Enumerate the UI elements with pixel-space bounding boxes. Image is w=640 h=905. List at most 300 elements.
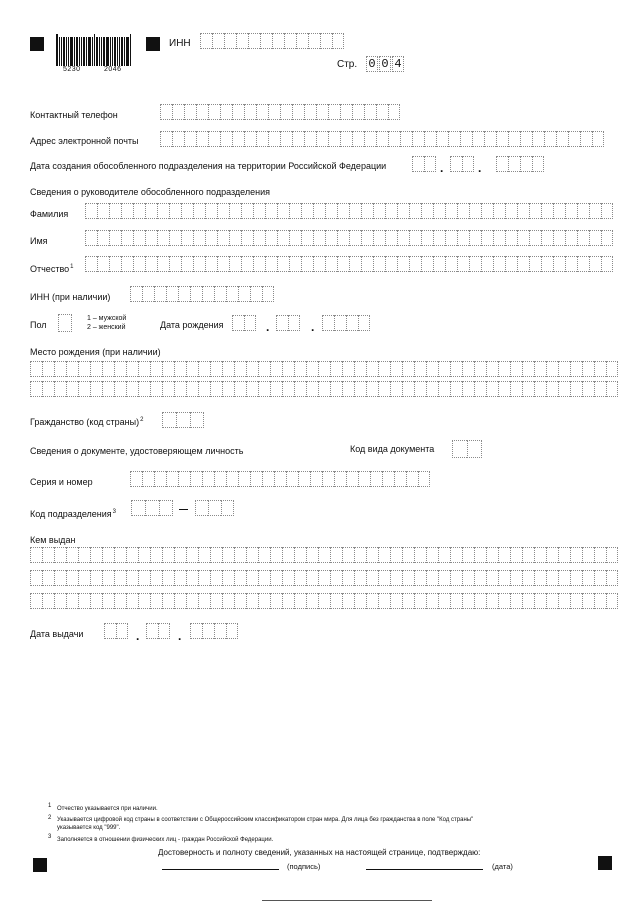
doc-type-code-cells[interactable]	[452, 440, 482, 458]
input-cell[interactable]	[364, 131, 376, 147]
input-cell[interactable]	[580, 131, 592, 147]
input-cell[interactable]	[222, 547, 234, 563]
input-cell[interactable]	[330, 361, 342, 377]
input-cell[interactable]	[390, 593, 402, 609]
input-cell[interactable]	[270, 547, 282, 563]
input-cell[interactable]	[342, 593, 354, 609]
input-cell[interactable]	[462, 593, 474, 609]
input-cell[interactable]	[30, 593, 42, 609]
input-cell[interactable]	[241, 203, 253, 219]
input-cell[interactable]	[378, 547, 390, 563]
input-cell[interactable]	[130, 471, 142, 487]
input-cell[interactable]	[522, 361, 534, 377]
input-cell[interactable]	[318, 381, 330, 397]
input-cell[interactable]	[601, 203, 613, 219]
input-cell[interactable]	[589, 256, 601, 272]
input-cell[interactable]	[198, 361, 210, 377]
input-cell[interactable]	[42, 361, 54, 377]
input-cell[interactable]	[358, 471, 370, 487]
issued-by-row-2[interactable]	[30, 570, 618, 586]
input-cell[interactable]	[54, 570, 66, 586]
input-cell[interactable]	[402, 570, 414, 586]
input-cell[interactable]	[522, 547, 534, 563]
input-cell[interactable]	[301, 256, 313, 272]
input-cell[interactable]	[594, 570, 606, 586]
input-cell[interactable]	[268, 131, 280, 147]
input-cell[interactable]	[210, 381, 222, 397]
input-cell[interactable]	[546, 547, 558, 563]
input-cell[interactable]	[510, 593, 522, 609]
input-cell[interactable]	[109, 230, 121, 246]
input-cell[interactable]	[330, 547, 342, 563]
input-cell[interactable]	[54, 361, 66, 377]
input-cell[interactable]	[358, 315, 370, 331]
input-cell[interactable]	[30, 381, 42, 397]
input-cell[interactable]	[238, 471, 250, 487]
input-cell[interactable]	[178, 471, 190, 487]
input-cell[interactable]	[220, 104, 232, 120]
input-cell[interactable]	[186, 361, 198, 377]
input-cell[interactable]	[426, 547, 438, 563]
input-cell[interactable]	[589, 230, 601, 246]
input-cell[interactable]	[200, 33, 212, 49]
input-cell[interactable]	[493, 230, 505, 246]
input-cell[interactable]	[265, 203, 277, 219]
input-cell[interactable]	[146, 623, 158, 639]
issued-by-row-3[interactable]	[30, 593, 618, 609]
input-cell[interactable]	[97, 230, 109, 246]
input-cell[interactable]	[385, 230, 397, 246]
input-cell[interactable]	[414, 381, 426, 397]
input-cell[interactable]	[202, 286, 214, 302]
input-cell[interactable]	[126, 381, 138, 397]
input-cell[interactable]	[193, 256, 205, 272]
input-cell[interactable]	[174, 381, 186, 397]
input-cell[interactable]	[208, 500, 221, 516]
input-cell[interactable]	[234, 570, 246, 586]
input-cell[interactable]	[498, 570, 510, 586]
input-cell[interactable]	[126, 593, 138, 609]
input-cell[interactable]	[176, 412, 190, 428]
input-cell[interactable]	[306, 547, 318, 563]
input-cell[interactable]	[520, 156, 532, 172]
input-cell[interactable]	[126, 361, 138, 377]
input-cell[interactable]	[342, 570, 354, 586]
patronymic-cells[interactable]	[85, 256, 613, 272]
input-cell[interactable]	[190, 623, 202, 639]
surname-cells[interactable]	[85, 203, 613, 219]
input-cell[interactable]	[184, 131, 196, 147]
input-cell[interactable]	[85, 230, 97, 246]
input-cell[interactable]	[109, 256, 121, 272]
input-cell[interactable]	[390, 547, 402, 563]
input-cell[interactable]	[534, 381, 546, 397]
input-cell[interactable]	[172, 104, 184, 120]
input-cell[interactable]	[306, 570, 318, 586]
input-cell[interactable]	[373, 256, 385, 272]
input-cell[interactable]	[424, 131, 436, 147]
input-cell[interactable]	[198, 570, 210, 586]
input-cell[interactable]	[354, 381, 366, 397]
input-cell[interactable]	[66, 570, 78, 586]
input-cell[interactable]	[606, 361, 618, 377]
input-cell[interactable]	[546, 593, 558, 609]
input-cell[interactable]	[246, 570, 258, 586]
input-cell[interactable]	[160, 131, 172, 147]
input-cell[interactable]	[467, 440, 482, 458]
input-cell[interactable]	[174, 593, 186, 609]
input-cell[interactable]	[570, 593, 582, 609]
input-cell[interactable]	[256, 104, 268, 120]
input-cell[interactable]	[186, 547, 198, 563]
input-cell[interactable]	[532, 131, 544, 147]
input-cell[interactable]	[284, 33, 296, 49]
input-cell[interactable]	[250, 471, 262, 487]
input-cell[interactable]	[457, 230, 469, 246]
input-cell[interactable]	[582, 361, 594, 377]
input-cell[interactable]	[310, 471, 322, 487]
input-cell[interactable]	[212, 33, 224, 49]
input-cell[interactable]	[162, 547, 174, 563]
input-cell[interactable]	[260, 33, 272, 49]
input-cell[interactable]	[438, 593, 450, 609]
input-cell[interactable]	[150, 361, 162, 377]
input-cell[interactable]	[450, 547, 462, 563]
sex-cell[interactable]	[58, 314, 72, 332]
input-cell[interactable]	[157, 203, 169, 219]
input-cell[interactable]	[349, 256, 361, 272]
input-cell[interactable]	[469, 256, 481, 272]
input-cell[interactable]	[382, 471, 394, 487]
input-cell[interactable]	[426, 381, 438, 397]
input-cell[interactable]	[577, 203, 589, 219]
input-cell[interactable]	[418, 471, 430, 487]
input-cell[interactable]	[236, 33, 248, 49]
date-line[interactable]	[366, 869, 483, 870]
input-cell[interactable]	[378, 570, 390, 586]
input-cell[interactable]	[409, 203, 421, 219]
issue-day-cells[interactable]	[104, 623, 128, 639]
input-cell[interactable]	[234, 381, 246, 397]
input-cell[interactable]	[496, 131, 508, 147]
input-cell[interactable]	[114, 593, 126, 609]
input-cell[interactable]	[606, 593, 618, 609]
input-cell[interactable]	[469, 203, 481, 219]
input-cell[interactable]	[169, 230, 181, 246]
input-cell[interactable]	[474, 593, 486, 609]
input-cell[interactable]	[222, 381, 234, 397]
input-cell[interactable]	[601, 256, 613, 272]
input-cell[interactable]	[390, 570, 402, 586]
input-cell[interactable]	[258, 570, 270, 586]
input-cell[interactable]	[354, 570, 366, 586]
input-cell[interactable]	[366, 593, 378, 609]
input-cell[interactable]	[190, 412, 204, 428]
input-cell[interactable]	[198, 593, 210, 609]
input-cell[interactable]	[186, 593, 198, 609]
input-cell[interactable]	[486, 593, 498, 609]
input-cell[interactable]	[337, 256, 349, 272]
input-cell[interactable]	[450, 593, 462, 609]
input-cell[interactable]	[304, 104, 316, 120]
input-cell[interactable]	[114, 570, 126, 586]
input-cell[interactable]	[402, 361, 414, 377]
input-cell[interactable]	[556, 131, 568, 147]
input-cell[interactable]	[397, 230, 409, 246]
input-cell[interactable]	[558, 547, 570, 563]
input-cell[interactable]	[570, 547, 582, 563]
input-cell[interactable]	[433, 256, 445, 272]
input-cell[interactable]	[414, 547, 426, 563]
input-cell[interactable]	[66, 593, 78, 609]
input-cell[interactable]	[325, 230, 337, 246]
input-cell[interactable]	[78, 361, 90, 377]
input-cell[interactable]	[162, 570, 174, 586]
input-cell[interactable]	[308, 33, 320, 49]
input-cell[interactable]	[229, 256, 241, 272]
input-cell[interactable]	[376, 104, 388, 120]
input-cell[interactable]	[186, 570, 198, 586]
input-cell[interactable]	[313, 230, 325, 246]
input-cell[interactable]	[508, 131, 520, 147]
input-cell[interactable]	[370, 471, 382, 487]
input-cell[interactable]	[138, 381, 150, 397]
input-cell[interactable]	[318, 361, 330, 377]
input-cell[interactable]	[493, 256, 505, 272]
input-cell[interactable]	[594, 593, 606, 609]
input-cell[interactable]	[541, 230, 553, 246]
input-cell[interactable]	[181, 256, 193, 272]
input-cell[interactable]	[114, 381, 126, 397]
input-cell[interactable]	[85, 256, 97, 272]
input-cell[interactable]	[304, 131, 316, 147]
input-cell[interactable]	[102, 547, 114, 563]
input-cell[interactable]	[366, 361, 378, 377]
input-cell[interactable]	[78, 593, 90, 609]
input-cell[interactable]	[534, 361, 546, 377]
input-cell[interactable]	[190, 471, 202, 487]
input-cell[interactable]	[330, 593, 342, 609]
input-cell[interactable]	[174, 570, 186, 586]
input-cell[interactable]	[121, 256, 133, 272]
input-cell[interactable]	[250, 286, 262, 302]
input-cell[interactable]	[322, 315, 334, 331]
input-cell[interactable]	[198, 547, 210, 563]
input-cell[interactable]	[102, 361, 114, 377]
input-cell[interactable]	[270, 593, 282, 609]
input-cell[interactable]	[366, 547, 378, 563]
input-cell[interactable]	[214, 286, 226, 302]
input-cell[interactable]	[589, 203, 601, 219]
input-cell[interactable]	[450, 361, 462, 377]
input-cell[interactable]	[306, 361, 318, 377]
input-cell[interactable]	[270, 570, 282, 586]
input-cell[interactable]	[517, 230, 529, 246]
input-cell[interactable]	[42, 570, 54, 586]
input-cell[interactable]	[193, 230, 205, 246]
input-cell[interactable]	[534, 593, 546, 609]
input-cell[interactable]	[97, 203, 109, 219]
input-cell[interactable]	[474, 381, 486, 397]
input-cell[interactable]	[394, 471, 406, 487]
input-cell[interactable]	[234, 593, 246, 609]
input-cell[interactable]	[366, 570, 378, 586]
input-cell[interactable]	[174, 547, 186, 563]
input-cell[interactable]	[58, 314, 72, 332]
input-cell[interactable]	[238, 286, 250, 302]
input-cell[interactable]	[210, 570, 222, 586]
input-cell[interactable]	[286, 471, 298, 487]
input-cell[interactable]	[160, 104, 172, 120]
input-cell[interactable]	[145, 256, 157, 272]
input-cell[interactable]	[162, 381, 174, 397]
input-cell[interactable]	[121, 203, 133, 219]
input-cell[interactable]	[541, 256, 553, 272]
input-cell[interactable]	[438, 547, 450, 563]
input-cell[interactable]	[340, 131, 352, 147]
input-cell[interactable]	[318, 570, 330, 586]
input-cell[interactable]	[316, 131, 328, 147]
email-cells[interactable]	[160, 131, 604, 147]
issue-month-cells[interactable]	[146, 623, 170, 639]
input-cell[interactable]	[594, 361, 606, 377]
input-cell[interactable]	[553, 230, 565, 246]
subdivision-code-cells-1[interactable]	[131, 500, 173, 516]
input-cell[interactable]	[349, 203, 361, 219]
input-cell[interactable]	[166, 471, 178, 487]
input-cell[interactable]	[592, 131, 604, 147]
input-cell[interactable]	[66, 361, 78, 377]
input-cell[interactable]	[337, 203, 349, 219]
input-cell[interactable]	[109, 203, 121, 219]
input-cell[interactable]	[481, 256, 493, 272]
input-cell[interactable]	[493, 203, 505, 219]
input-cell[interactable]	[78, 570, 90, 586]
input-cell[interactable]	[258, 547, 270, 563]
input-cell[interactable]	[385, 203, 397, 219]
input-cell[interactable]	[532, 156, 544, 172]
input-cell[interactable]	[142, 471, 154, 487]
input-cell[interactable]	[193, 203, 205, 219]
input-cell[interactable]	[402, 547, 414, 563]
input-cell[interactable]	[582, 570, 594, 586]
input-cell[interactable]	[342, 381, 354, 397]
phone-cells[interactable]	[160, 104, 400, 120]
input-cell[interactable]	[433, 230, 445, 246]
input-cell[interactable]	[90, 381, 102, 397]
birth-place-row-1[interactable]	[30, 361, 618, 377]
input-cell[interactable]	[352, 104, 364, 120]
input-cell[interactable]	[145, 230, 157, 246]
input-cell[interactable]	[390, 361, 402, 377]
input-cell[interactable]	[262, 471, 274, 487]
input-cell[interactable]	[30, 361, 42, 377]
input-cell[interactable]	[169, 203, 181, 219]
input-cell[interactable]	[294, 547, 306, 563]
input-cell[interactable]	[409, 230, 421, 246]
input-cell[interactable]	[133, 230, 145, 246]
input-cell[interactable]	[378, 593, 390, 609]
input-cell[interactable]	[288, 315, 300, 331]
input-cell[interactable]	[426, 593, 438, 609]
input-cell[interactable]	[438, 361, 450, 377]
input-cell[interactable]	[469, 230, 481, 246]
input-cell[interactable]	[253, 256, 265, 272]
input-cell[interactable]	[320, 33, 332, 49]
input-cell[interactable]	[130, 286, 142, 302]
input-cell[interactable]	[390, 381, 402, 397]
input-cell[interactable]	[276, 315, 288, 331]
input-cell[interactable]	[157, 230, 169, 246]
input-cell[interactable]	[159, 500, 173, 516]
input-cell[interactable]	[412, 131, 424, 147]
input-cell[interactable]	[313, 256, 325, 272]
input-cell[interactable]	[174, 361, 186, 377]
input-cell[interactable]	[66, 547, 78, 563]
input-cell[interactable]	[474, 361, 486, 377]
input-cell[interactable]	[582, 593, 594, 609]
input-cell[interactable]	[241, 256, 253, 272]
input-cell[interactable]	[78, 381, 90, 397]
input-cell[interactable]	[318, 593, 330, 609]
input-cell[interactable]	[406, 471, 418, 487]
input-cell[interactable]	[510, 361, 522, 377]
input-cell[interactable]	[448, 131, 460, 147]
input-cell[interactable]	[296, 33, 308, 49]
input-cell[interactable]	[66, 381, 78, 397]
input-cell[interactable]	[234, 547, 246, 563]
input-cell[interactable]	[222, 361, 234, 377]
issue-year-cells[interactable]	[190, 623, 238, 639]
input-cell[interactable]	[522, 381, 534, 397]
input-cell[interactable]	[373, 203, 385, 219]
input-cell[interactable]	[445, 203, 457, 219]
input-cell[interactable]	[438, 381, 450, 397]
input-cell[interactable]	[570, 570, 582, 586]
input-cell[interactable]	[414, 570, 426, 586]
input-cell[interactable]	[145, 203, 157, 219]
input-cell[interactable]	[498, 547, 510, 563]
input-cell[interactable]	[520, 131, 532, 147]
input-cell[interactable]	[510, 381, 522, 397]
input-cell[interactable]	[558, 593, 570, 609]
input-cell[interactable]	[162, 593, 174, 609]
input-cell[interactable]	[114, 361, 126, 377]
input-cell[interactable]	[162, 361, 174, 377]
input-cell[interactable]	[318, 547, 330, 563]
input-cell[interactable]	[222, 570, 234, 586]
input-cell[interactable]	[450, 570, 462, 586]
input-cell[interactable]	[450, 156, 462, 172]
signature-line[interactable]	[162, 869, 279, 870]
input-cell[interactable]	[546, 570, 558, 586]
input-cell[interactable]	[131, 500, 145, 516]
input-cell[interactable]	[195, 500, 208, 516]
input-cell[interactable]	[397, 203, 409, 219]
input-cell[interactable]	[196, 104, 208, 120]
input-cell[interactable]	[178, 286, 190, 302]
input-cell[interactable]	[565, 203, 577, 219]
input-cell[interactable]	[565, 230, 577, 246]
input-cell[interactable]	[364, 104, 376, 120]
input-cell[interactable]	[202, 623, 214, 639]
input-cell[interactable]	[301, 203, 313, 219]
input-cell[interactable]	[378, 361, 390, 377]
input-cell[interactable]	[481, 230, 493, 246]
input-cell[interactable]	[241, 230, 253, 246]
input-cell[interactable]	[606, 547, 618, 563]
input-cell[interactable]	[246, 361, 258, 377]
